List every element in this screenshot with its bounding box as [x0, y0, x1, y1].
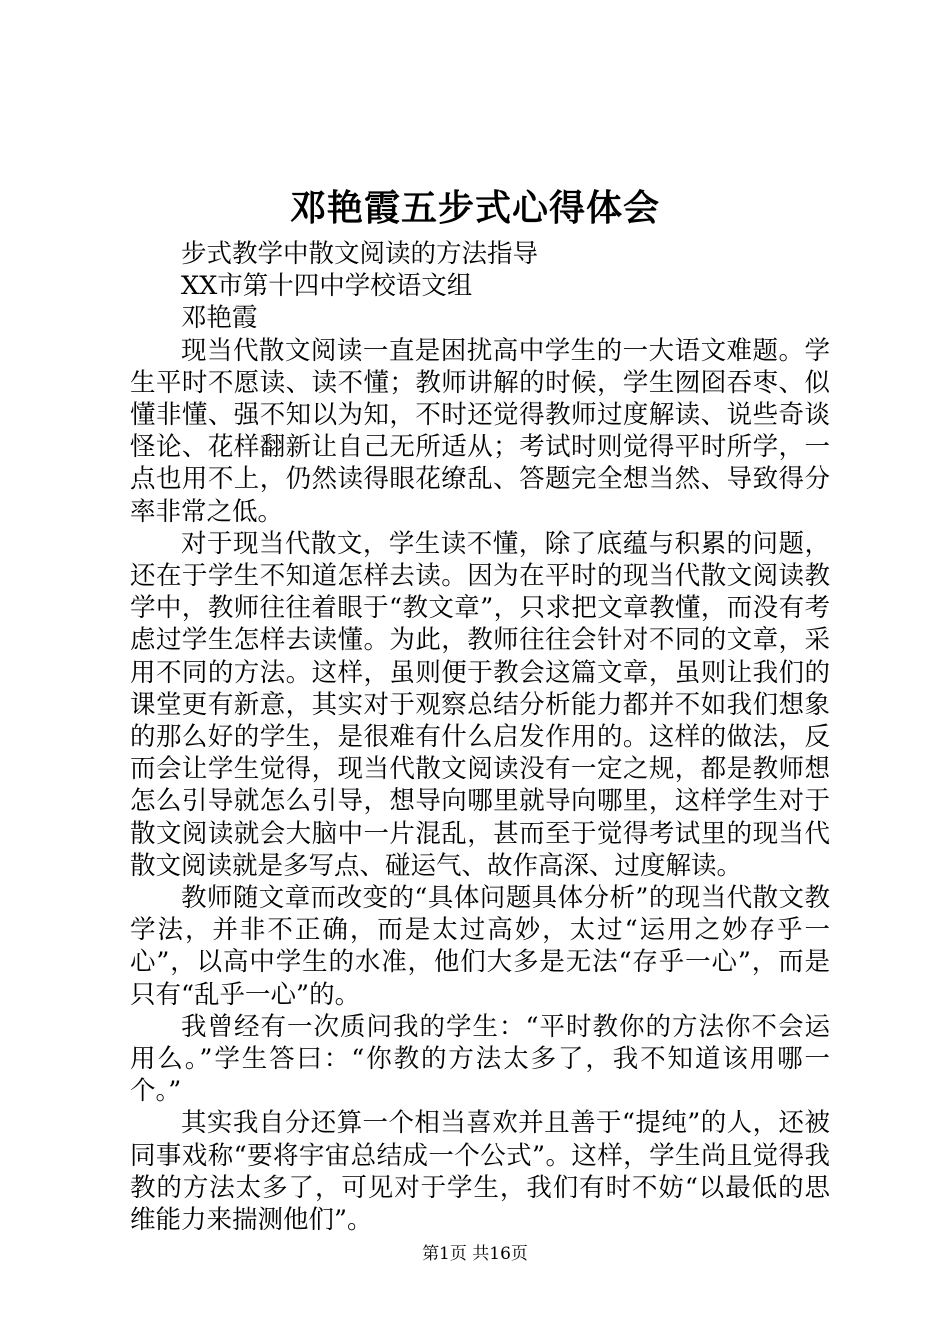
author-line: 邓艳霞: [181, 303, 258, 334]
school-line: XX市第十四中学校语文组: [181, 271, 473, 302]
document-title: 邓艳霞五步式心得体会: [289, 187, 660, 229]
page-number-footer: 第1页 共16页: [422, 1244, 528, 1264]
body-paragraph: 我曾经有一次质问我的学生：“平时教你的方法你不会运用么。”学生答曰：“你教的方法太多了，我不知道该用哪一个。”: [130, 1011, 830, 1107]
subtitle-line: 步式教学中散文阅读的方法指导: [181, 239, 539, 269]
body-paragraph: 对于现当代散文，学生读不懂，除了底蕴与积累的问题，还在于学生不知道怎样去读。因为在平时的现当代散文阅读教学中，教师往往着眼于“教文章”，只求把文章教懂，而没有考虑过学生怎样去读懂。为此，教师往往会针对不同的文章，采用不同的方法。这样，虽则便于教会这篇文章，虽则让我们的课堂更有新意，其实对于观察总结分析能力都并不如我们想象的那么好的学生，是很难有什么启发作用的。这样的做法，反而会让学生觉得，现当代散文阅读没有一定之规，都是教师想怎么引导就怎么引导，想导向哪里就导向哪里，这样学生对于散文阅读就会大脑中一片混乱，甚而至于觉得考试里的现当代散文阅读就是多写点、碰运气、故作高深、过度解读。: [130, 528, 830, 881]
document-body: [130, 238, 830, 1236]
body-paragraph: 其实我自分还算一个相当喜欢并且善于“提纯”的人，还被同事戏称“要将宇宙总结成一个公式”。这样，学生尚且觉得我教的方法太多了，可见对于学生，我们有时不妨“以最低的思维能力来揣测他们”。: [130, 1108, 830, 1236]
body-paragraph: 现当代散文阅读一直是困扰高中学生的一大语文难题。学生平时不愿读、读不懂；教师讲解的时候，学生囫囵吞枣、似懂非懂、强不知以为知，不时还觉得教师过度解读、说些奇谈怪论、花样翻新让自己无所适从；考试时则觉得平时所学，一点也用不上，仍然读得眼花缭乱、答题完全想当然、导致得分率非常之低。: [130, 335, 830, 527]
body-paragraph: 教师随文章而改变的“具体问题具体分析”的现当代散文教学法，并非不正确，而是太过高妙，太过“运用之妙存乎一心”，以高中学生的水准，他们大多是无法“存乎一心”，而是只有“乱乎一心”的。: [130, 883, 830, 1010]
